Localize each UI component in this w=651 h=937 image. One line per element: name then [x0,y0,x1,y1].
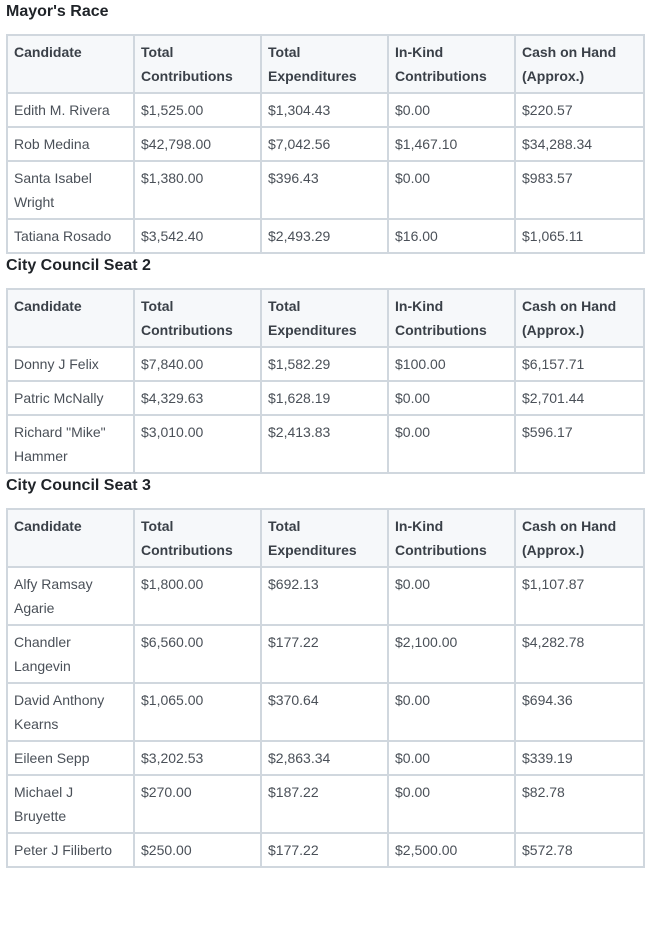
cell-total-expenditures: $1,628.19 [261,381,388,415]
column-header-total-contributions: Total Contributions [134,289,261,347]
cell-candidate: Eileen Sepp [7,741,134,775]
section-title-city-council-seat-3: City Council Seat 3 [6,477,151,494]
cell-cash-on-hand: $339.19 [515,741,644,775]
column-header-in-kind-contributions: In-Kind Contributions [388,289,515,347]
cell-in-kind-contributions: $0.00 [388,567,515,625]
cell-in-kind-contributions: $1,467.10 [388,127,515,161]
column-header-total-expenditures: Total Expenditures [261,509,388,567]
cell-total-expenditures: $396.43 [261,161,388,219]
cell-total-expenditures: $2,863.34 [261,741,388,775]
column-header-in-kind-contributions: In-Kind Contributions [388,35,515,93]
table-row [7,415,644,473]
cell-total-contributions: $7,840.00 [134,347,261,381]
cell-total-contributions: $4,329.63 [134,381,261,415]
city-council-seat-2-table [6,288,645,474]
table-row [7,161,644,219]
cell-candidate: Alfy Ramsay Agarie [7,567,134,625]
table-row [7,683,644,741]
cell-candidate: Edith M. Rivera [7,93,134,127]
column-header-total-expenditures: Total Expenditures [261,289,388,347]
column-header-candidate: Candidate [7,509,134,567]
cell-total-contributions: $250.00 [134,833,261,867]
cell-total-expenditures: $370.64 [261,683,388,741]
cell-candidate: Donny J Felix [7,347,134,381]
cell-cash-on-hand: $82.78 [515,775,644,833]
column-header-candidate: Candidate [7,35,134,93]
cell-total-contributions: $6,560.00 [134,625,261,683]
cell-in-kind-contributions: $0.00 [388,93,515,127]
cell-cash-on-hand: $2,701.44 [515,381,644,415]
cell-in-kind-contributions: $16.00 [388,219,515,253]
column-header-cash-on-hand: Cash on Hand (Approx.) [515,289,644,347]
cell-total-expenditures: $177.22 [261,833,388,867]
cell-total-expenditures: $2,413.83 [261,415,388,473]
cell-cash-on-hand: $694.36 [515,683,644,741]
cell-in-kind-contributions: $0.00 [388,775,515,833]
cell-candidate: Patric McNally [7,381,134,415]
column-header-total-expenditures: Total Expenditures [261,35,388,93]
cell-in-kind-contributions: $0.00 [388,415,515,473]
cell-candidate: Rob Medina [7,127,134,161]
table-header-row [7,35,644,93]
cell-cash-on-hand: $983.57 [515,161,644,219]
cell-in-kind-contributions: $0.00 [388,683,515,741]
table-row [7,741,644,775]
cell-total-contributions: $3,542.40 [134,219,261,253]
column-header-candidate: Candidate [7,289,134,347]
cell-in-kind-contributions: $100.00 [388,347,515,381]
cell-total-expenditures: $7,042.56 [261,127,388,161]
cell-cash-on-hand: $34,288.34 [515,127,644,161]
cell-in-kind-contributions: $0.00 [388,161,515,219]
table-row [7,127,644,161]
city-council-seat-3-table [6,508,645,868]
cell-total-contributions: $1,800.00 [134,567,261,625]
cell-cash-on-hand: $6,157.71 [515,347,644,381]
cell-total-contributions: $270.00 [134,775,261,833]
cell-candidate: Tatiana Rosado [7,219,134,253]
cell-total-contributions: $1,525.00 [134,93,261,127]
cell-candidate: Richard "Mike" Hammer [7,415,134,473]
column-header-total-contributions: Total Contributions [134,509,261,567]
cell-total-contributions: $3,202.53 [134,741,261,775]
section-title-mayors-race: Mayor's Race [6,3,109,20]
table-row [7,833,644,867]
column-header-cash-on-hand: Cash on Hand (Approx.) [515,35,644,93]
cell-candidate: Chandler Langevin [7,625,134,683]
table-row [7,775,644,833]
cell-cash-on-hand: $596.17 [515,415,644,473]
cell-total-contributions: $42,798.00 [134,127,261,161]
table-row [7,567,644,625]
cell-candidate: Santa Isabel Wright [7,161,134,219]
cell-total-contributions: $1,065.00 [134,683,261,741]
cell-in-kind-contributions: $0.00 [388,381,515,415]
cell-cash-on-hand: $1,107.87 [515,567,644,625]
cell-in-kind-contributions: $2,100.00 [388,625,515,683]
cell-total-expenditures: $177.22 [261,625,388,683]
mayors-race-table [6,34,645,254]
cell-candidate: Peter J Filiberto [7,833,134,867]
table-row [7,347,644,381]
cell-in-kind-contributions: $2,500.00 [388,833,515,867]
cell-cash-on-hand: $1,065.11 [515,219,644,253]
cell-total-expenditures: $187.22 [261,775,388,833]
cell-in-kind-contributions: $0.00 [388,741,515,775]
table-row [7,381,644,415]
cell-total-expenditures: $1,304.43 [261,93,388,127]
table-header-row [7,509,644,567]
table-header-row [7,289,644,347]
column-header-in-kind-contributions: In-Kind Contributions [388,509,515,567]
section-title-city-council-seat-2: City Council Seat 2 [6,257,151,274]
cell-total-expenditures: $2,493.29 [261,219,388,253]
table-row [7,219,644,253]
cell-candidate: Michael J Bruyette [7,775,134,833]
cell-cash-on-hand: $4,282.78 [515,625,644,683]
column-header-total-contributions: Total Contributions [134,35,261,93]
table-row [7,625,644,683]
column-header-cash-on-hand: Cash on Hand (Approx.) [515,509,644,567]
cell-total-expenditures: $692.13 [261,567,388,625]
cell-total-contributions: $1,380.00 [134,161,261,219]
table-row [7,93,644,127]
cell-total-expenditures: $1,582.29 [261,347,388,381]
cell-cash-on-hand: $572.78 [515,833,644,867]
cell-candidate: David Anthony Kearns [7,683,134,741]
cell-cash-on-hand: $220.57 [515,93,644,127]
cell-total-contributions: $3,010.00 [134,415,261,473]
